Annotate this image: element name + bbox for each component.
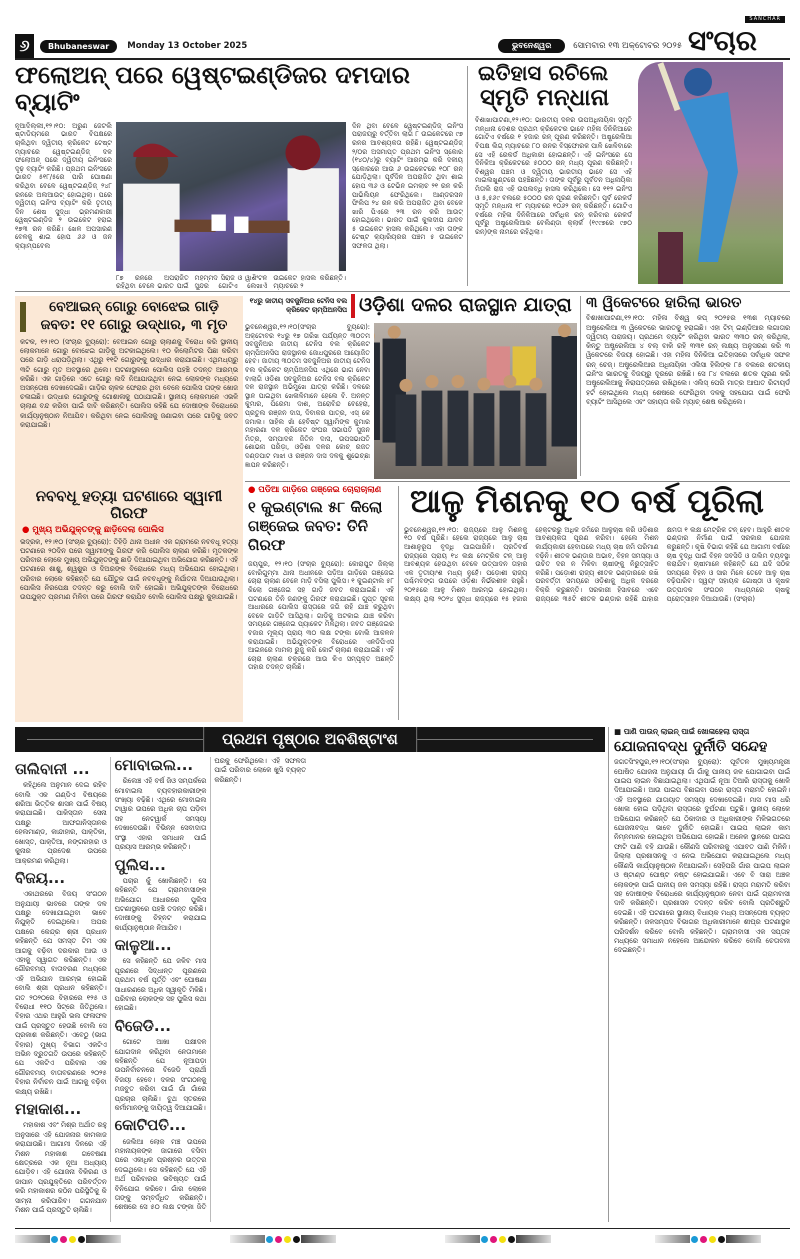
bride-murder-subheadline: ● ମୁଖ୍ୟ ଅଭିଯୁକ୍ତଙ୍କୁ ଛାଡ଼ିଦେଲା ପୋଲିସ [22,525,238,535]
continuation-banner [15,727,605,752]
city-or-badge: ଭୁବନେଶ୍ୱର [498,39,565,53]
city-en-badge: Bhubaneswar [40,40,117,53]
continuation-text: ଏକାଥରରେ ବିଜୟ ସଂଗଠନ ଅନୁଯାୟୀ ଭାବରେ ତାଙ୍କ ଦଳ ପକ୍ଷରୁ ଦେଖାଯାଇଥିବା ଭାବେ ନିଯୁକ୍ତି ଦେଇଥିଲେ। ଅପର ପକ୍ଷରେ କେନ୍ଦ୍ର ଶ୍ରୀ ପ୍ରଧାନ କହିଛନ୍ତି ଯେ ସମସ୍ତ ଟିମ ଏକ ଆଗକୁ ବଢ଼ିବା ଦରକାର ଆଉ ଓ ଏହାକୁ ସ୍ୱାଗତ କରିଛନ୍ତି। ଏକ ଗୌରବମୟ ବାତାବରଣ ମଧ୍ୟରେ ଏହି ଅଭିଯାନ ଆରମ୍ଭ ହୋଇଛି ବୋଲି ଶ୍ରୀ ପ୍ରଧାନ କହିଛନ୍ତି। ଗତ ୨୦୨୦ରେ ବିହାରରେ ୧୨୫ ଓ ବିରୋଧୀ ୧୧୦ ସିଟ୍‌ରେ ଜିତିଥିଲେ। ବିହାର ଏଥର ଆହୁରି ଭଲ ଫଳାଫଳ ପାଇଁ ପ୍ରସ୍ତୁତ ହେଉଛି ବୋଲି ସେ ପ୍ରକାଶ କରିଛନ୍ତି। ଏବେଠୁ (ଭାଗ ବିହାର) ମୁଖ୍ୟ ବିଭାଗ ଏକଟିଏ ଅଭିନ ଦ୍ରୁତଗତି ଉପରେ କହିଛନ୍ତି ଯେ ଏକଟିଏ ପରିବାର ଏକ ଗୌରବମୟ ବାତାବରଣରେ ୨୦୨୫ ବିହାର ନିର୍ବାଚନ ପାଇଁ ଆଗକୁ ବଢ଼ିବା ଲକ୍ଷ୍ୟ ରଖିଛି। [15,890,107,1096]
date-en: Monday 13 October 2025 [127,41,248,51]
continuation-text: ରିଲେଞ୍ଚ ଏହି ବର୍ଷ ଜିଓ ସମ୍ପର୍କରେ ମୋବାଇଲ ବ୍ୟବହାରକାରୀଙ୍କ ସଂଖ୍ୟା ବଢ଼ିଛି। ଏଥିରେ ମୋବାଇଲ ଟାୱାର ଉପରେ ଅଧିକ ଚାପ ପଡ଼ିବା ସହ ନେଟୱାର୍କ ସମସ୍ୟା ଦେଖାଦେଉଛି। ବିଭିନ୍ନ ସେବାଦାତା ସଂସ୍ଥା ଏହାର ସମାଧାନ ପାଇଁ ପ୍ରୟାସ ଆରମ୍ଭ କରିଛନ୍ତି। [114,777,207,852]
color-bar-group [230,1234,336,1244]
alu-mission-story [404,484,790,721]
smriti-headline-line2: ସ୍ମୃତି ମନ୍ଧାନା [480,84,609,111]
header-left-group [15,34,247,58]
red-accent-bar [351,294,355,318]
top-story [15,61,463,291]
print-color-bars [15,1234,790,1244]
cow-box-content [20,298,238,719]
column-divider [608,727,609,1222]
odisha-team-header [245,294,577,318]
alu-mission-body: ଭୁବନେଶ୍ୱର,୧୨।୧୦: ରାଜ୍ୟରେ ଆଳୁ ମିଶନକୁ ୧୦ ବର୍ଷ ପୂରିଛି। ହେଲେ ରାଜ୍ୟରେ ଆଳୁ ଚାଷ ଆଶାନୁରୂପ ବୃଦ୍ଧି ପାଇପାରିନି। ପ୍ରତିବର୍ଷ ରାଜ୍ୟରେ ପ୍ରାୟ ୧୪ ଲକ୍ଷ ମେଟ୍ରିକ ଟନ୍ ଆଳୁ ଆବଶ୍ୟକ ହେଉଥିବା ବେଳେ ଉତ୍ପାଦନ ତାହାର ଏକ ତୃତୀୟାଂଶ ମଧ୍ୟ ନୁହେଁ। ପଡ଼ୋଶୀ ରାଜ୍ୟ ପଶ୍ଚିମବଙ୍ଗ ଉପରେ ଓଡ଼ିଶା ନିର୍ଭରଶୀଳ ରହୁଛି। ୨୦୧୫ରେ ଆଳୁ ମିଶନ ଆରମ୍ଭ ହୋଇଥିଲା। ଲକ୍ଷ୍ୟ ଥିଲା ୨୦୨୪ ସୁଦ୍ଧା ରାଜ୍ୟରେ ୧୫ ହଜାର ହେକ୍ଟରରୁ ଅଧିକ ଜମିରେ ଆଳୁଚାଷ କରି ଓଡ଼ିଶାର ଆବଶ୍ୟକତା ପୂରଣ କରିବା। ହେଲେ ମିଶନ କାର୍ଯ୍ୟକାରୀ ହେବାପରେ ମଧ୍ୟ ଚାଷ ଜମି ପରିମାଣ ବଢ଼ିନି। ଶୀତଳ ଭଣ୍ଡାର ଅଭାବ, ବିହନ ସମସ୍ୟା ଓ ଉଚିତ ଦର ନ ମିଳିବା ଚାଷୀଙ୍କୁ ନିରୁତ୍ସାହିତ କରିଛି। ପଡ଼ୋଶୀ ରାଜ୍ୟ ଶୀତଳ ଭଣ୍ଡାରରେ ରଖି ପରବର୍ତ୍ତୀ ସମୟରେ ଓଡ଼ିଶାକୁ ଅଧିକ ଦରରେ ବିକ୍ରି କରୁଛନ୍ତି। ସରକାରୀ ହିସାବରେ ଏବେ ରାଜ୍ୟରେ ୩୫ଟି ଶୀତଳ ଭଣ୍ଡାର ରହିଛି ଯାହାର କ୍ଷମତା ୧ ଲକ୍ଷ ମେଟ୍ରିକ ଟନ୍ ହେବ। ଆହୁରି ଶୀତଳ ଭଣ୍ଡାର ନିର୍ମାଣ ପାଇଁ ସରକାର ଯୋଜନା କରୁଛନ୍ତି। କୃଷି ବିଭାଗ କହିଛି ଯେ ଆଗାମୀ ବର୍ଷରେ ଚାଷ ବୃଦ୍ଧି ପାଇଁ ବିହନ ସବସିଡି ଓ ତାଲିମ ବ୍ୟବସ୍ଥା କରାଯିବ। ଚାଷୀମାନେ କହିଛନ୍ତି ଯେ ଯଦି ସଠିକ ସମୟରେ ବିହନ ଓ ସାର ମିଳେ ତେବେ ଆଳୁ ଚାଷ ବଢ଼ିପାରିବ। ସ୍ୱୟଂ ସହାୟକ ଗୋଷ୍ଠୀ ଓ କୃଷକ ଉତ୍ପାଦକ ସଂଗଠନ ମାଧ୍ୟମରେ ଚାଷକୁ ପ୍ରୋତ୍ସାହନ ଦିଆଯାଉଛି। (ସଂଚାର) [404,525,790,603]
india-loss-story [586,295,790,478]
ganja-story [248,485,394,721]
top-story-center [116,122,346,291]
bride-murder-headline: ନବବଧୂ ହତ୍ୟା ଘଟଣାରେ ସ୍ୱାମୀ ଗିରଫ [35,487,223,522]
india-loss-headline: ୩ ୱିକେଟରେ ହାରିଲା ଭାରତ [586,295,742,311]
alu-mission-headline: ଆଳୁ ମିଶନକୁ ୧୦ ବର୍ଷ ପୂରିଲା [410,482,764,520]
column-divider [467,66,468,286]
water-headline: ଯୋଜନାବଦ୍ଧ ଦୁର୍ନୀତି ସନ୍ଦେହ [614,739,768,755]
newspaper-logo [688,16,793,58]
continuation-heading: ପୁଲିସ... [114,855,166,874]
continuation-heading: ମହାକାଶ... [15,1100,82,1119]
section-rule-1 [15,291,790,292]
continuation-heading: ବିଜେଡି... [114,1016,171,1035]
top-story-col3: ଦିନ ଥିବା ବେଳେ ୱେଷ୍ଟଇଣ୍ଡିଜ୍ ଇନିଂସ ପରାଜୟରୁ ବର୍ତ୍ତିବା ଲାଗି ୮ ଉଇକେଟରେ ୯୭ ରନର ଆବଶ୍ୟକତା ରହିଛି। ୱେଷ୍ଟଇଣ୍ଡିଜ୍ ୨/୦ର ଅସମାପ୍ତ ପ୍ରଥମ ଇନିଂସ ସ୍କୋର (୧୪୦/୪)ରୁ ବ୍ୟାଟିଂ ଆରମ୍ଭ କରି ଦଳୀୟ ସ୍କୋରରେ ଆଉ ୬ ଉଇକେଟରେ ୧୦୮ ରନ୍ ଯୋଡ଼ିଥିଲା। ପୂର୍ବଦିନ ଅପରାଜିତ ଥିବା ଶାଇ ହୋପ ୩୬ ଓ ଟେଭିନ ଇମଲାଚ ୨୧ ରନ କରି ପାଭିଲିୟନ ଫେରିଥିଲେ। ଆଣ୍ଡରସନ ଫିଲିପ ୨୪ ରନ କରି ଅପରାଜିତ ଥିବା ବେଳେ ଖାରି ପିଏରେ ୨୩ ରନ କରି ଆଉଟ୍ ହୋଇଥିଲେ। ଭାରତ ପାଇଁ କୁଲଦୀପ ଯାଦବ ୫ ଉଇକେଟ ହାସଲ କରିଥିଲେ। ଏହା ତାଙ୍କ ଟେଷ୍ଟ କ୍ୟାରିୟରର ପଞ୍ଚମ ୫ ଉଇକେଟ ସଫଳତା ଥିଲା। [352,121,463,251]
continuation-heading: ବିଜୟ... [15,868,66,887]
odisha-team-kicker: ୧୪ରୁ ଜାତୀୟ ସବଜୁନିଅର ଟେନିସ ବଲ କ୍ରିକେଟ ଚାମ୍ପିଅନସିପ [249,297,347,314]
cow-story-body: କଟକ, ୧୨।୧୦ (ସଂଚାର ବ୍ୟୁରୋ): ବେଆଇନ ଗୋରୁ ଚାଲାଣକୁ ବିରୋଧ କରି ସ୍ଥାନୀୟ ଲୋକମାନେ ଗୋରୁ ବୋଝେଇ ଗାଡ଼ିକୁ ଅଟକାଇଥିଲେ। ୧୦ କିଲୋମିଟର ପିଛା କରିବା ପରେ ଗାଡ଼ି ଧରାପଡ଼ିଥିଲା। ଏଥିରୁ ୧୧ଟି ଗୋରୁଙ୍କୁ ଉଦ୍ଧାର କରାଯାଇଛି। ଏଥିମଧ୍ୟରୁ ୩ଟି ଗୋରୁ ମୃତ ଅବସ୍ଥାରେ ଥିଲେ। ଘଟଣାସ୍ଥଳରେ ପୋଲିସ ପହଞ୍ଚି ତଦନ୍ତ ଆରମ୍ଭ କରିଛି। ଏକ ଗାଡ଼ିରେ ଏତେ ଗୋରୁ ଲଦି ନିଆଯାଉଥିବା ନେଇ ଲୋକଙ୍କ ମଧ୍ୟରେ ଅସନ୍ତୋଷ ଦେଖାଦେଇଛି। ଗାଡ଼ିର ଚାଳକ ଫେରାର ଥିବା ବେଳେ ପୋଲିସ ତାଙ୍କ ଖୋଜ ଚଳାଇଛି। ଉଦ୍ଧାର ଗୋରୁଙ୍କୁ ଗୋଶାଳାକୁ ପଠାଯାଇଛି। ସ୍ଥାନୀୟ ଲୋକମାନେ ଏଭଳି ଚାଲାଣ ବନ୍ଦ କରିବା ପାଇଁ ଦାବି କରିଛନ୍ତି। ପୋଲିସ କହିଛି ଯେ ଦୋଷୀଙ୍କ ବିରୋଧରେ କାର୍ଯ୍ୟାନୁଷ୍ଠାନ ନିଆଯିବ। କରିଥିବା ନେଇ ପୋଲିସକୁ ଜଣାଇବା ପରେ ଗାଡ଼ିକୁ ଜବତ କରାଯାଇଛି। [20,338,238,429]
odisha-team-story [245,294,577,479]
india-loss-body: ବିଶାଖାପାଟଣା,୧୨।୧୦: ମହିଳା ବିଶ୍ୱ କପ୍ ୨୦୨୫ର ୧୩ଶ ମ୍ୟାଚରେ ଅଷ୍ଟ୍ରେଲିଆ ୩ ୱିକେଟରେ ଭାରତକୁ ହରାଇଛି। ଏହା ଟିମ୍ ଇଣ୍ଡିଆର ଲଗାତାର ଦ୍ୱିତୀୟ ପରାଜୟ। ପ୍ରଥମେ ବ୍ୟାଟିଂ କରିଥିବା ଭାରତ ୩୩୦ ରନ୍ କରିଥିଲା, କିନ୍ତୁ ଅଷ୍ଟ୍ରେଲିଆ ୪ ବଲ୍ ବାକି ରହି ୩୩୧ ରନ୍ ଲକ୍ଷ୍ୟ ଅନୁସରଣ କରି ୩ ୱିକେଟରେ ବିଜୟୀ ହୋଇଛି। ଏହା ମହିଳା ଦିନିକିଆ ଇତିହାସରେ ସର୍ବାଧିକ ସଫଳ ରନ୍ ଚେଜ୍। ଅଷ୍ଟ୍ରେଲିଆର ଅଧିନାୟିକା ଏଲିସା ହିଲିଙ୍କ ୮୫ ବଲରେ ଶତକୀୟ ଇନିଂସ ଭାରତକୁ ବିଜୟରୁ ଦୂରରେ ରଖିଛି। ସେ ୮୪ ବଲରେ ଶତକ ପୂରଣ କରି ଅଷ୍ଟ୍ରେଲିଆକୁ ନିରାପତ୍ତାରେ ରଖିଥିଲେ। ଏଲିସ୍ ପେରି ମାତ୍ର ଆଘାତ ରିଟାୟର୍ଡ ହର୍ଟ ହୋଇଥିଲେ ମଧ୍ୟ ଶେଷରେ ଫେରିଥିବା ଦଳକୁ ସହଯୋଗ ପାଇଁ ଫେରି ବ୍ୟାଟିଂ ଆସିଥିଲେ ଏବଂ ସହାୟତା କରି ମ୍ୟାଚ୍ ଶେଷ କରିଥିଲେ। [586,314,790,406]
odisha-team-headline: ଓଡ଼ିଶା ଦଳର ରାଜସ୍ଥାନ ଯାତ୍ରା [359,294,572,317]
ganja-body: ଜୟପୁର, ୧୨।୧୦ (ସଂଚାର ବ୍ୟୁରୋ): କୋରାପୁଟ ଜିଲ୍ଲା ବୋରିଗୁମ୍ମା ଥାନା ଅଧୀନରେ ପଡ଼ିଆ ଗାଡ଼ିରେ ଗଞ୍ଜେଇ ଚୋରା ଚାଲାଣ ବେଳେ ମାଡ଼ି ବସିଲା ପୁଲିସ। ୧ କୁଇଣ୍ଟାଲ ୫୮ କିଲୋ ଗଞ୍ଜେଇ ସହ ଗାଡ଼ି ଜବତ କରାଯାଇଛି। ଏହି ଘଟଣାରେ ତିନି ଜଣଙ୍କୁ ଗିରଫ କରାଯାଇଛି। ଗୁପ୍ତ ସୂଚନା ଆଧାରରେ ପୋଲିସ ରାସ୍ତାରେ ଜଗି ରହି ଯାଞ୍ଚ କରୁଥିବା ବେଳେ ଗାଡ଼ିଟି ଆସିଥିଲା। ଗାଡ଼ିକୁ ଅଟକାଇ ଯାଞ୍ଚ କରିବା ସମୟରେ ଗଞ୍ଜେଇ ପ୍ୟାକେଟ ମିଳିଥିଲା। ଜବତ ଗଞ୍ଜେଇର ବଜାର ମୂଲ୍ୟ ପ୍ରାୟ ୩୦ ଲକ୍ଷ ଟଙ୍କା ବୋଲି ଆକଳନ କରାଯାଇଛି। ଅଭିଯୁକ୍ତଙ୍କ ବିରୋଧରେ ଏନଡିପିଏସ ଆଇନରେ ମାମଲା ରୁଜୁ କରି କୋର୍ଟ ଚାଲାଣ କରାଯାଇଛି। ଏହି ଚୋରା ଚାଲାଣ ଚକ୍ରରେ ଆଉ କିଏ ସମ୍ପୃକ୍ତ ଅଛନ୍ତି ତାହାର ତଦନ୍ତ ଚାଲିଛି। [248,560,394,672]
batter-image [638,62,783,284]
cow-story-headline: ବେଆଇନ୍ ଗୋରୁ ବୋଝେଇ ଗାଡ଼ି ଜବତ: ୧୧ ଗୋରୁ ଉଦ୍ଧାର, ୩ ମୃତ [40,299,228,333]
continuation-text: ଜେଲିଆ ଲୋକ ମଞ୍ଚ ଉପରେ ମହାନାୟକଙ୍କ ଜାଗାରେ ବସିବା ପରେ ଏକାଧିକ ପ୍ରଶ୍ନର ଉତ୍ତର ଦେଇଥିଲେ। ସେ କହିଛନ୍ତି ଯେ ଏହି ଅର୍ଥ ପରିବାରର ଭବିଷ୍ୟତ ପାଇଁ ବିନିଯୋଗ କରିବେ। ଗାଁର ଲୋକେ ତାଙ୍କୁ ସମ୍ବର୍ଦ୍ଧିତ କରିଛନ୍ତି। ଶେଷରେ ସେ ୫୦ ଲକ୍ଷ ଟଙ୍କା ଜିତି ଘରକୁ ଫେରିଥିଲେ। ଏହି ସଫଳତା ପାଇଁ ପରିବାର ଲୋକେ ଖୁସି ବ୍ୟକ୍ତ କରିଛନ୍ତି। [114,757,306,1212]
continuation-text: ମହାକାଶ ଏବଂ ମିଶ୍ର ଅର୍ଥାତ ରହୁ ଅନୁସାରେ ଏହି ଯୋଜନାର କାମକାଜ କରାଯାଉଛି। ଆଗାମୀ ଦିନରେ ଏହି ମିଶନ ମହାକାଶ ଗବେଷଣା କ୍ଷେତ୍ରରେ ଏକ ନୂଆ ଅଧ୍ୟାୟ ଯୋଡ଼ିବ। ଏହି ଯୋଜନା ବିକିରଣ ଓ ଜାପାନ ପ୍ରଯୁକ୍ତିରେ ପରିବର୍ତ୍ତନ କରି ମହାକାଶର କଠିନ ପରିସ୍ଥିତିକୁ କି ସାମ୍ନା କରିପାରିବ। ଗଗନଯାନ ମିଶନ ପାଇଁ ପ୍ରସ୍ତୁତି ଚାଲିଛି। [15,1121,107,1214]
odisha-team-content [245,323,577,479]
date-or: ସୋମବାର ୧୩ ଅକ୍ଟୋବର ୨୦୨୫ [573,41,682,51]
smriti-mandhana-photo [638,62,783,284]
continuation-text: ସେ କହିଛନ୍ତି ଯେ ଜଳିବ ମାସ ପୂରଣରେ ସିଦ୍ଧାନ୍ତ ପୂରଣରେ ପ୍ରଥମ ବର୍ଷ ପୂର୍ତ୍ତି ଏବଂ ଘୋଷଣା ସାଧାରଣରେ ଅଧିକ ସ୍ୱୀକୃତି ମିଳିଛି। ପରିବାର ଲୋକଙ୍କ ସହ ପୁଲିସ କଥା ହୋଇଛି। [114,957,207,1013]
top-story-col1: ନୂଆଦିଲ୍ଲୀ,୧୨।୧୦: ଅରୁଣ ଜେଟଲି ଷ୍ଟାଡିୟମରେ ଭାରତ ବିପକ୍ଷରେ ଚାଲିଥିବା ଦ୍ୱିତୀୟ କ୍ରିକେଟ ଟେଷ୍ଟ ମ୍ୟାଚରେ ୱେଷ୍ଟଇଣ୍ଡିଜ୍ ଦଳ ଫଲୋଅନ୍ ପରେ ଦ୍ୱିତୀୟ ଇନିଂସରେ ଦୃଢ଼ ବ୍ୟାଟିଂ କରିଛି। ପ୍ରଥମ ଇନିଂସରେ ଭାରତ ୫୧୮/୫ରେ ପାରି ଘୋଷଣା କରିଥିବା ବେଳେ ୱେଷ୍ଟଇଣ୍ଡିଜ୍ ୨୪୮ ରନରେ ଅଲଆଉଟ୍ ହୋଇଥିଲା। ପରେ ଦ୍ୱିତୀୟ ଇନିଂସ ବ୍ୟାଟିଂ କରି ତୃତୀୟ ଦିନ ଶେଷ ସୁଦ୍ଧା ଭ୍ରମଣକାରୀ ୱେଷ୍ଟଇଣ୍ଡିଜ ୨ ଉଇକେଟ ହରାଇ ୧୭୩ ରନ କରିଛି। ଖେଳ ଅପସାରଣ ବେଳକୁ ଶାଇ ହୋପ ୬୬ ଓ ଜନ କ୍ୟାମ୍ପବେଲ [15,121,112,251]
smriti-story [475,62,632,288]
header-rule [15,58,790,60]
column-divider [580,296,581,476]
footer-rule [15,1228,790,1229]
continuation-heading: କାଳୁଆ... [114,936,172,955]
odisha-team-body-left: ଭୁବନେଶ୍ୱର,୧୨।୧୦(ସଂଚାର ବ୍ୟୁରୋ): ଅକ୍ଟୋବର ୧୪ରୁ ୧୭ ତାରିଖ ପର୍ଯ୍ୟନ୍ତ ୩୦ତମ ସବଜୁନିଅର ଜାତୀୟ ଟେନିସ ବଲ କ୍ରିକେଟ ଚାମ୍ପିଅନସିପ ରାଜସ୍ଥାନର ଜୋଧପୁରରେ ଆୟୋଜିତ ହେବ। ଜାତୀୟ ୩୦ତମ ସବଜୁନିଅର ଜାତୀୟ ଟେନିସ ବଲ କ୍ରିକେଟ ଚାମ୍ପିଅନସିପ ଏଥିରେ ଭାଗ ନେବା ବାଲାଗି ଓଡ଼ିଶା ସବଜୁନିଅର ଟେନିସ ବଲ କ୍ରିକେଟ ଦଳ ରାଜସ୍ଥାନ ଅଭିମୁଖେ ଯାତ୍ରା କରିଛି। ଦଳରେ ସ୍ଥାନ ପାଇଥିବା ଖେଳାଳିମାନେ ହେଲେ ବି. ଅନନ୍ତ କୁମାର, ପିରେମା ଦାଶ, ଅରୋବିନ୍ଦ ବେହେରା, ପ୍ରତୁଲ ରଞ୍ଜନ ଦାସ, ଦିବାକର ପାତ୍ର, ଏସ୍ କେ ଜମାଲ। ସାହିଲ ଖାଁ ହେବିଷ୍ଟ ସ୍ୱାମିଙ୍କ କୁମାର ମହାରଣା ଦଳ କ୍ରିକେଟ ସଂଘର ସଭାପତି ସୁଜନ ମିତ୍ର, ସମ୍ପାଦକ ଜିତିନ ଦାସ, ଉପସଭାପତି ଶୋଭନା ପରିଡ଼ା, ଓଡ଼ିଶା ଦଳର କୋଚ୍ ରଜତ ଦଣ୍ଡପାଟ ମାଝୀ ଓ ରଞ୍ଜନ ଦାସ ଦଳକୁ ଶୁଭେଚ୍ଛା ଜ୍ଞାପନ କରିଛନ୍ତି। [245,323,370,469]
bride-murder-body: ଭଦ୍ରକ, ୧୨।୧୦ (ସଂଚାର ବ୍ୟୁରୋ): ତିହିଡ଼ି ଥାନା ଅଧୀନ ଏକ ଗ୍ରାମରେ ନବବଧୂ ହତ୍ୟା ଘଟଣାରେ ୨୦ଦିନ ପରେ ସ୍ୱାମୀଙ୍କୁ ଗିରଫ କରି ପୋଲିସ ଚାଲାଣ କରିଛି। ମୃତକଙ୍କ ପରିବାର ଲୋକେ ମୁଖ୍ୟ ଅଭିଯୁକ୍ତଙ୍କୁ ଛାଡ଼ି ଦିଆଯାଇଥିବା ଅଭିଯୋଗ କରିଛନ୍ତି। ଏହି ଘଟଣାରେ ଶାଶୁ, ଶ୍ୱଶୁର ଓ ଦିଅରଙ୍କ ବିରୋଧରେ ମଧ୍ୟ ଅଭିଯୋଗ ହୋଇଥିଲା। ପରିବାର ଲୋକେ କହିଛନ୍ତି ଯେ ଯୌତୁକ ପାଇଁ ନବବଧୂଙ୍କୁ ନିର୍ଯାତନା ଦିଆଯାଉଥିଲା। ପୋଲିସ ନିରପେକ୍ଷ ତଦନ୍ତ କରୁ ବୋଲି ଦାବି ହୋଇଛି। ଅଭିଯୁକ୍ତଙ୍କ ବିରୋଧରେ ଉପଯୁକ୍ତ ପ୍ରମାଣ ମିଳିବା ପରେ ଗିରଫ କରାଯିବ ବୋଲି ପୋଲିସ ପକ୍ଷରୁ କୁହାଯାଇଛି। [20,537,238,602]
continuation-text: ଗୋଟେ ଆଖା ପକ୍ଷୀଦଳ ଯୋଗଦାନ କରିଥିବା ନେତାମାନେ କହିଛନ୍ତି ଯେ ନୂଆପଡ଼ା ଉପନିର୍ବାଚନରେ ବିଜେଡି ପ୍ରାର୍ଥୀ ବିଜୟୀ ହେବେ। ଦଳର ସଂଗଠନକୁ ମଜବୁତ କରିବା ପାଇଁ ଗାଁ ଗାଁରେ ପ୍ରଚାର ଚାଲିଛି। ବୁଥ ସ୍ତରରେ କର୍ମୀମାନଙ୍କୁ ଦାୟିତ୍ୱ ଦିଆଯାଇଛି। [114,1038,207,1112]
continuation-banner-title: ପ୍ରଥମ ପୃଷ୍ଠାର ଅବଶିଷ୍ଟାଂଶ [203,727,417,752]
continuation-heading: ତାଲିବାନୀ ... [15,760,90,778]
water-body: ଜଗତସିଂହପୁର,୧୨।୧୦(ସଂଚାର ବ୍ୟୁରୋ): ପୂର୍ବତନ ମୁଖ୍ୟମନ୍ତ୍ରୀ ଘୋଷିତ ଯୋଜନା ଅନୁଯାୟୀ ଗାଁ ଗାଁକୁ ପାନୀୟ ଜଳ ଯୋଗାଇବା ପାଇଁ ପାଇପ ଲାଇନ ବିଛାଯାଇଥିଲା। ଏଥିପାଇଁ ନୂଆ ତିଆରି ରାସ୍ତାକୁ ଖୋଳି ଦିଆଯାଇଛି। ଆଉ ପାଇପ ବିଛାଇବା ପରେ ରାସ୍ତା ମରାମତି ହୋଇନି। ଏହି ଅବସ୍ଥାରେ ଯାତାୟାତ ସମସ୍ୟା ଦେଖାଦେଇଛି। ମାସ ମାସ ଧରି ଖୋଳା ହୋଇ ପଡ଼ିଥିବା ରାସ୍ତାରେ ଦୁର୍ଘଟଣା ଘଟୁଛି। ସ୍ଥାନୀୟ ଲୋକେ ଅଭିଯୋଗ କରିଛନ୍ତି ଯେ ଠିକାଦାର ଓ ଅଧିକାରୀଙ୍କ ମିଳିଭଗତରେ ଯୋଜନାବଦ୍ଧ ଭାବେ ଦୁର୍ନୀତି ହୋଇଛି। ପାଇପ ଲାଇନ କାମ ନିମ୍ନମାନର ହୋଇଥିବା ଅଭିଯୋଗ ହୋଇଛି। ଅନେକ ସ୍ଥାନରେ ପାଇପ ଫାଟି ପାଣି ବହି ଯାଉଛି। କୌଣସି ପରିବାରକୁ ଏଯାବତ ପାଣି ମିଳିନି। ଜିଲ୍ଲା ପ୍ରଶାସନକୁ ଏ ନେଇ ଅଭିଯୋଗ କରାଯାଇଥିଲେ ମଧ୍ୟ କୌଣସି କାର୍ଯ୍ୟାନୁଷ୍ଠାନ ନିଆଯାଇନି। ସେହିପରି ଗାଁର ପାଇପ ଲାଇନ ଓ ଷ୍ଟାଣ୍ଡ ପୋଷ୍ଟ ନଷ୍ଟ ହୋଇଯାଇଛି। ଏବେ ବି ସାରା ଅଞ୍ଚଳ ଲୋକଙ୍କ ପାଇଁ ପାନୀୟ ଜଳ ସମସ୍ୟା ରହିଛି। ରାସ୍ତା ମରାମତି କରିବା ସହ ଦୋଷୀଙ୍କ ବିରୋଧରେ କାର୍ଯ୍ୟାନୁଷ୍ଠାନ ନେବା ପାଇଁ ଗ୍ରାମବାସୀ ଦାବି କରିଛନ୍ତି। ପ୍ରଶାସନ ତଦନ୍ତ କରିବ ବୋଲି ପ୍ରତିଶ୍ରୁତି ଦେଇଛି। ଏହି ଘଟଣାରେ ସ୍ଥାନୀୟ ବିଧାୟକ ମଧ୍ୟ ଅସନ୍ତୋଷ ବ୍ୟକ୍ତ କରିଛନ୍ତି। ଜଳସମ୍ପଦ ବିଭାଗର ଅଧିକାରୀମାନେ ଶୀଘ୍ର ଘଟଣାସ୍ଥଳ ପରିଦର୍ଶନ କରିବେ ବୋଲି କହିଛନ୍ତି। ଗ୍ରାମବାସୀ ଏକ ସପ୍ତାହ ମଧ୍ୟରେ ସମାଧାନ ନହେଲେ ଆନ୍ଦୋଳନ କରିବେ ବୋଲି ଚେତାବନୀ ଦେଇଛନ୍ତି। [614,758,790,955]
color-bar-group [15,1234,121,1244]
water-story [614,727,790,1222]
top-story-headline: ଫଲୋଅନ୍ ପରେ ୱେଷ୍ଟଇଣ୍ଡିଜର ଦମଦାର ବ୍ୟାଟିଂ [15,61,410,116]
continuation-heading: ମୋବାଇଲ... [114,757,194,774]
logo-en: SANCHAR [745,16,785,23]
color-bar-group [655,1234,761,1244]
cricket-players-photo [116,122,346,271]
ganja-headline: ୧ କୁଇଣ୍ଟାଲ ୫୮ କିଲୋ ଗଞ୍ଜେଇ ଜବତ: ତିନି ଗିରଫ [248,498,383,555]
batsmen-fistbump-image [116,122,346,271]
ganja-kicker: ● ପଡିଆ ଗାଡ଼ିରେ ଗଞ୍ଜେଇ ଚୋରାଚାଲାଣ [248,485,394,495]
continuation-text: ପଚାର କୁଁ ଖୋଲିଛନ୍ତି। ସେ କହିଛନ୍ତି ଯେ ଗ୍ରାମବାସୀଙ୍କ ଅଭିଯୋଗ ଆଧାରରେ ପୁଲିସ ଘଟଣାସ୍ଥଳରେ ପହଞ୍ଚି ତଦନ୍ତ କରିଛି। ଦୋଷୀଙ୍କୁ ଚିହ୍ନଟ କରାଯାଇ କାର୍ଯ୍ୟାନୁଷ୍ଠାନ ନିଆଯିବ। [114,876,207,932]
color-bar-group [445,1234,551,1244]
continuation-text: କହିଥିଲେ ଅନୁମାନ ଦେଇ ରହିବ ବୋଲି ଏକ ଗଣ୍ଡିଏ ବିଷୟରେ ଶରିଆ ଭିତ୍ତିକ ଶାସନ ପାଇଁ ବିଷୟ କରାଯାଇଛି। ପାକିସ୍ତାନ ସେନା ପକ୍ଷରୁ ଆଫଗାନିସ୍ତାନର ହେଲମାଣ୍ଡ, କାନ୍ଦାହାର, ପାକ୍ତିକା, ଖୋସ୍ତ, ପାକ୍ତିଆ, ନଙ୍ଗରହାର ଓ କୁନାର ପ୍ରଦେଶ ଉପରେ ଆକ୍ରମଣ କରିଥିଲା। [15,781,107,865]
smriti-headline-line1: ଇତିହାସ ରଚିଲେ [478,61,609,85]
smriti-story-body: ବିଶାଖାପାଟଣା,୧୨।୧୦: ଭାରତୀୟ ଦଳର ଉପଅଧିନାୟିକା ସ୍ମୃତି ମନ୍ଧାନା ଦେଶର ପ୍ରଥମ କ୍ରିକେଟର ଭାବେ ମହିଳା ଦିନିକିଆରେ ଗୋଟିଏ ବର୍ଷରେ ୧ ହଜାର ରନ୍ ପୂରଣ କରିଛନ୍ତି। ଅଷ୍ଟ୍ରେଲିଆ ବିପକ୍ଷ ଲିଗ୍ ମ୍ୟାଚରେ ୮୦ ରନର ବିସ୍ଫୋରକ ପାଳି ଖେଳିବାରେ ସେ ଏହି ରେକର୍ଡ ଅଧିକାରୀ ହୋଇଛନ୍ତି। ଏହି ଇନିଂସରେ ସେ ଦିନିକିଆ କ୍ରିକେଟରେ ୫୦୦୦ ରନ୍ ମଧ୍ୟ ପୂରଣ କରିଛନ୍ତି। ବିଶ୍ୱର ପଞ୍ଚମ ଓ ଦ୍ୱିତୀୟ ଭାରତୀୟ ଭାବେ ସେ ଏହି ମାଇଲଖୁଣ୍ଟରେ ପହଞ୍ଚିଛନ୍ତି। ତାଙ୍କ ପୂର୍ବରୁ ପୂର୍ବତନ ଅଧିନାୟିକା ମିତାଲି ରାଜ ଏହି ଉପଲବ୍ଧି ହାସଲ କରିଥିଲେ। ସେ ୧୧୨ ଇନିଂସ ଓ ୫,୫୬୯ ବଲରେ ୫୦୦୦ ରନ ପୂରଣ କରିଛନ୍ତି। ପୂର୍ବ ରେକର୍ଡ ସ୍ମୃତି ମନ୍ଧାନା ୧୮ ମ୍ୟାଚରେ ୧୦୬୨ ରନ୍ କରିଛନ୍ତି। ଗୋଟିଏ ବର୍ଷରେ ମହିଳା ଦିନିକିଆରେ ସର୍ବାଧିକ ରନ୍ କରିବାର ରେକର୍ଡ ପୂର୍ବରୁ ଅଷ୍ଟ୍ରେଲିଆର ବେଲିଣ୍ଡା କ୍ଲାର୍କ (୧୯୯୭ରେ ୯୭୦ ରନ୍)ଙ୍କ ନାମରେ ରହିଥିଲା। [475,116,632,236]
logo-or: ସଂଚାର [688,24,757,57]
continuations-columns [15,757,605,1222]
water-kicker-text: ପାଣି ପାଉନ୍ ଲାଇନ୍ ପାଇଁ ଖୋଳାହେଲା ରାସ୍ତା [623,727,750,736]
top-story-caption-text: ୮୭ ରନରେ ଅପରାଜିତ ରହିଥିବା ବେଳେ ଭାରତ ପାଇଁ ମହମ୍ମଦ ସିରାଜ ଓ ୱାଶିଂଟନ ସୁନ୍ଦର ଗୋଟିଏ ଲେଖାଏଁ ଉଇକେଟ ହାସଲ କରିଛନ୍ତି। ମ୍ୟାଚରେ ୨ [116,273,346,291]
odisha-team-photo [374,323,577,479]
column-divider [398,486,399,720]
continuation-heading: କୋଟିପତି... [114,1116,187,1135]
header-right-group [498,34,682,58]
square-bullet-icon: ■ [614,727,624,736]
page-number: ୬ [15,34,34,58]
water-kicker [614,727,790,737]
top-story-content [15,121,463,291]
team-group-image [374,323,577,479]
